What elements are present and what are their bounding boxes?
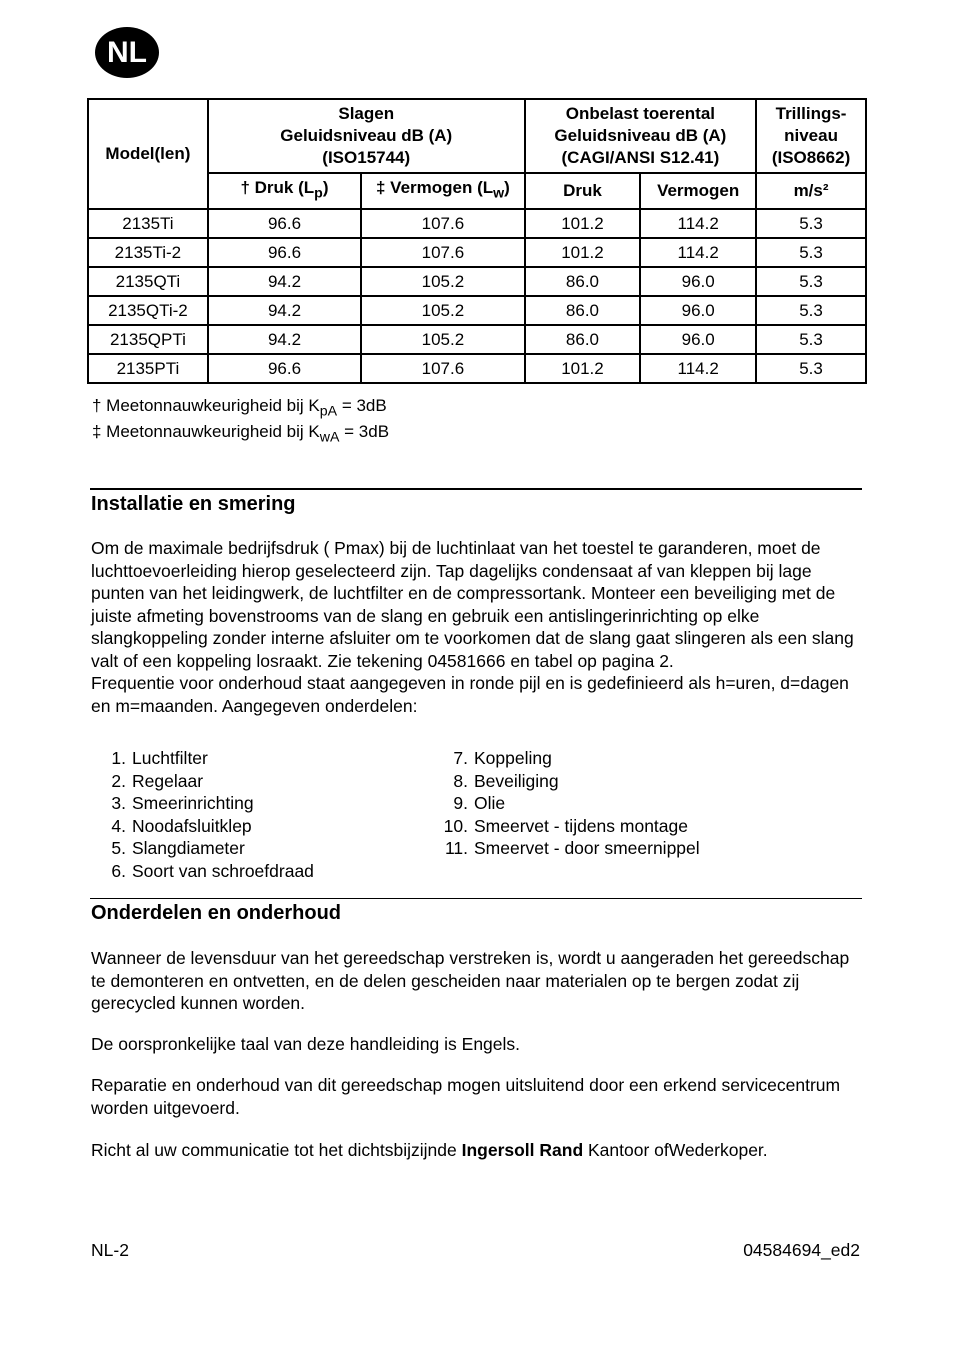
- power-header: Vermogen: [640, 173, 756, 209]
- language-badge: NL: [95, 27, 159, 78]
- table-cell: 105.2: [361, 325, 525, 354]
- table-cell: 86.0: [525, 296, 641, 325]
- table-cell: 86.0: [525, 267, 641, 296]
- table-cell: 107.6: [361, 209, 525, 238]
- list-item: 4. Noodafsluitklep: [111, 815, 252, 836]
- table-cell: 2135Ti: [88, 209, 208, 238]
- list-item: 7. Koppeling: [453, 748, 552, 768]
- table-row: [88, 238, 866, 267]
- table-cell: 2135PTi: [88, 354, 208, 383]
- list-item: 2. Regelaar: [111, 770, 204, 791]
- table-cell: 114.2: [640, 209, 756, 238]
- footnote-kwa: ‡ Meetonnauwkeurigheid bij $K_{wA} = 3dB$: [92, 422, 390, 446]
- vibration-header: Trillings- niveau (ISO8662): [756, 99, 866, 173]
- table-cell: 96.6: [208, 354, 361, 383]
- parts-list-right: [433, 747, 700, 860]
- table-cell: 105.2: [361, 267, 525, 296]
- section-divider: [90, 488, 862, 490]
- table-row: [88, 296, 866, 325]
- table-cell: 107.6: [361, 354, 525, 383]
- table-cell: 101.2: [525, 354, 641, 383]
- pressure-lp-header: † Druk $(L_p)$: [208, 173, 361, 209]
- table-cell: 101.2: [525, 238, 641, 267]
- table-row: [88, 354, 866, 383]
- ms2-header: m/s²: [756, 173, 866, 209]
- maintenance-paragraph-language: De oorspronkelijke taal van deze handleiding is Engels.: [91, 1034, 521, 1054]
- table-cell: 5.3: [756, 238, 866, 267]
- list-item: 10. Smeervet - tijdens montage: [443, 815, 688, 836]
- model-header: Model(len): [88, 99, 208, 209]
- list-item: 11. Smeervet - door smeernippel: [444, 838, 700, 858]
- list-item: 8. Beveiliging: [453, 770, 559, 791]
- power-lw-header: ‡ Vermogen $(L_w)$: [361, 173, 525, 209]
- pressure-header: Druk: [525, 173, 641, 209]
- maintenance-paragraph-contact: Richt al uw communicatie tot het dichtsbijzijnde Ingersoll Rand Kantoor ofWederkoper.: [91, 1140, 768, 1160]
- table-cell: 5.3: [756, 354, 866, 383]
- table-cell: 2135QTi: [88, 267, 208, 296]
- table-cell: 96.0: [640, 325, 756, 354]
- document-number: 04584694_ed2: [743, 1240, 860, 1260]
- table-cell: 96.6: [208, 209, 361, 238]
- table-cell: 107.6: [361, 238, 525, 267]
- table-cell: 96.0: [640, 267, 756, 296]
- table-cell: 114.2: [640, 354, 756, 383]
- section-divider: [90, 898, 862, 899]
- table-cell: 2135QPTi: [88, 325, 208, 354]
- table-cell: 94.2: [208, 296, 361, 325]
- table-cell: 2135QTi-2: [88, 296, 208, 325]
- parts-list-left: [91, 747, 314, 882]
- table-cell: 105.2: [361, 296, 525, 325]
- footnote-kpa: † Meetonnauwkeurigheid bij $K_{pA} = 3dB$: [92, 396, 387, 420]
- table-cell: 5.3: [756, 209, 866, 238]
- list-item: 6. Soort van schroefdraad: [111, 860, 314, 881]
- installation-heading: Installatie en smering: [91, 493, 296, 515]
- table-cell: 94.2: [208, 267, 361, 296]
- installation-body: Om de maximale bedrijfsdruk ( Pmax) bij de luchtinlaat van het toestel te garanderen, moet de luchttoevoerleiding hierop geselecteerd zijn. Tap dagelijks condensaat af van kleppen bij lage punten van het leidingwerk, de luchtfilter en de compressortank. Monteer een beveiliging met de juiste afmeting bovenstrooms van de slang en gebruik een antislingerinrichting op elke slangkoppeling zonder interne afsluiter om te voorkomen dat de slang gaat slingeren als een slang valt of een koppeling losraakt. Zie tekening 04581666 en tabel op pagina 2. Frequentie voor onderhoud staat aangegeven in ronde pijl en is gedefinieerd als h=uren, d=dagen en m=maanden. Aangegeven onderdelen:: [91, 538, 854, 716]
- table-row: [88, 325, 866, 354]
- list-item: 3. Smeerinrichting: [111, 793, 254, 813]
- maintenance-heading: Onderdelen en onderhoud: [91, 902, 342, 924]
- table-cell: 94.2: [208, 325, 361, 354]
- table-cell: 96.0: [640, 296, 756, 325]
- impact-sound-header: Slagen Geluidsniveau dB (A) (ISO15744): [208, 99, 525, 173]
- page-number: NL-2: [91, 1240, 129, 1260]
- table-row: [88, 267, 866, 296]
- table-cell: 96.6: [208, 238, 361, 267]
- brand-name: Ingersoll Rand: [461, 1140, 584, 1160]
- maintenance-paragraph-service: Reparatie en onderhoud van dit gereedschap mogen uitsluitend door een erkend servicecentrum worden uitgevoerd.: [91, 1075, 841, 1118]
- noise-vibration-table: [87, 98, 867, 384]
- table-cell: 114.2: [640, 238, 756, 267]
- free-speed-sound-header: Onbelast toerental Geluidsniveau dB (A) (CAGI/ANSI S12.41): [525, 99, 756, 173]
- maintenance-paragraph-recycling: Wanneer de levensduur van het gereedschap verstreken is, wordt u aangeraden het gereedschap te demonteren en ontvetten, en de delen gescheiden naar materialen op te bergen zodat zij gerecycled kunnen worden.: [91, 948, 850, 1013]
- table-row: [88, 209, 866, 238]
- list-item: 9. Olie: [453, 793, 506, 813]
- table-cell: 5.3: [756, 296, 866, 325]
- table-cell: 86.0: [525, 325, 641, 354]
- list-item: 1. Luchtfilter: [111, 748, 208, 768]
- list-item: 5. Slangdiameter: [111, 838, 245, 858]
- table-cell: 5.3: [756, 267, 866, 296]
- table-cell: 101.2: [525, 209, 641, 238]
- table-cell: 2135Ti-2: [88, 238, 208, 267]
- table-cell: 5.3: [756, 325, 866, 354]
